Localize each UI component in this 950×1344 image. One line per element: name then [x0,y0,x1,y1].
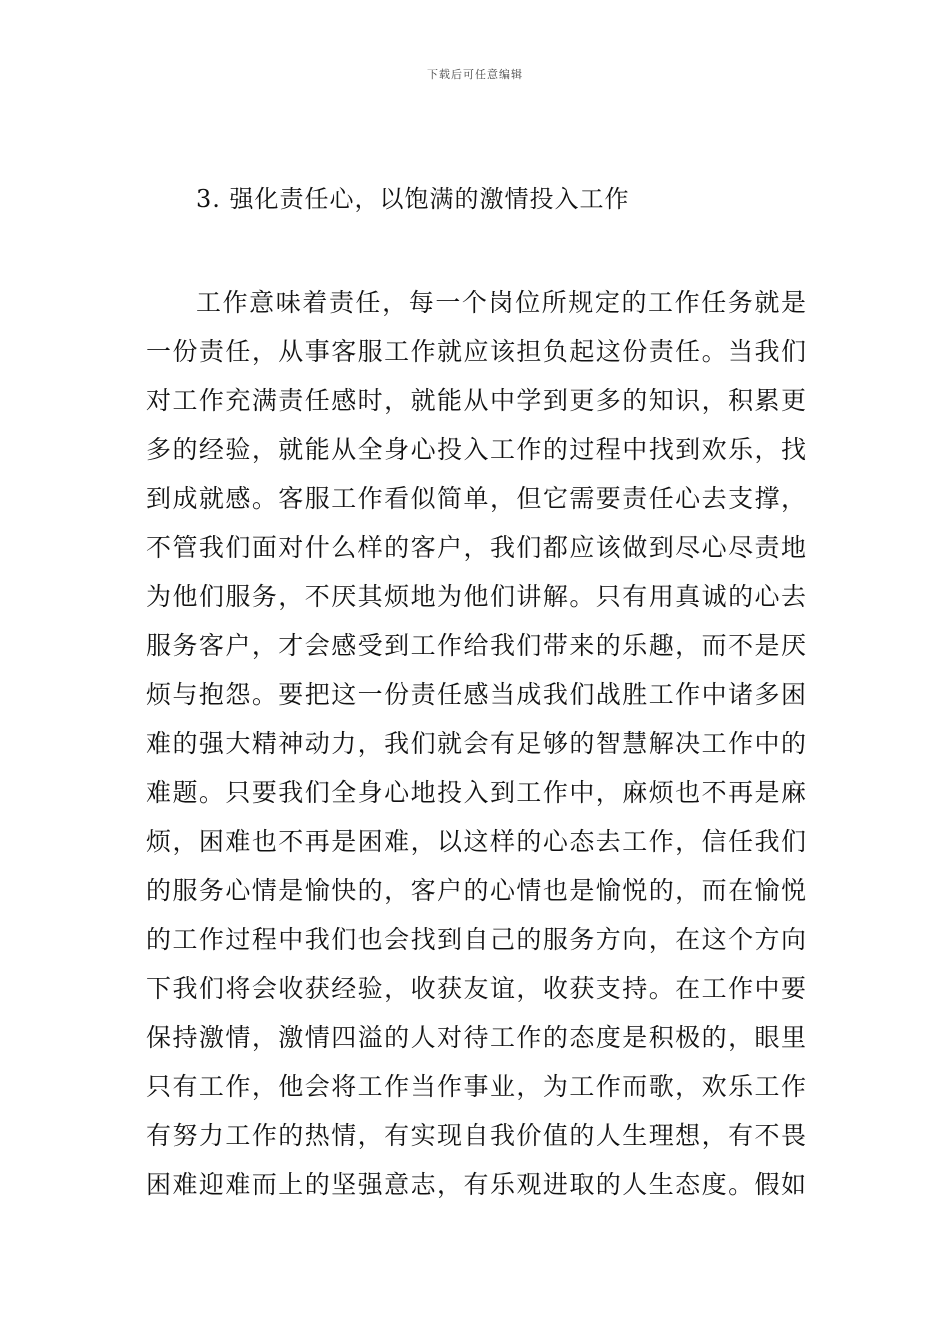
paragraph-line: 服务客户，才会感受到工作给我们带来的乐趣，而不是厌 [146,631,806,660]
paragraph-line: 只有工作，他会将工作当作事业，为工作而歌，欢乐工作 [146,1072,806,1101]
section-heading: 3. 强化责任心，以饱满的激情投入工作 [196,185,630,213]
paragraph-line: 困难迎难而上的坚强意志，有乐观进取的人生态度。假如 [146,1170,806,1199]
paragraph-line: 对工作充满责任感时，就能从中学到更多的知识，积累更 [146,386,806,415]
paragraph-line: 的工作过程中我们也会找到自己的服务方向，在这个方向 [146,925,806,954]
paragraph-line: 工作意味着责任，每一个岗位所规定的工作任务就是 [196,288,806,317]
paragraph-line: 难题。只要我们全身心地投入到工作中，麻烦也不再是麻 [146,778,806,807]
paragraph-line: 有努力工作的热情，有实现自我价值的人生理想，有不畏 [146,1121,806,1150]
paragraph-line: 保持激情，激情四溢的人对待工作的态度是积极的，眼里 [146,1023,806,1052]
paragraph-line: 一份责任，从事客服工作就应该担负起这份责任。当我们 [146,337,806,366]
paragraph-line: 的服务心情是愉快的，客户的心情也是愉悦的，而在愉悦 [146,876,806,905]
paragraph-line: 下我们将会收获经验，收获友谊，收获支持。在工作中要 [146,974,806,1003]
paragraph-line: 烦，困难也不再是困难，以这样的心态去工作，信任我们 [146,827,806,856]
paragraph-line: 到成就感。客服工作看似简单，但它需要责任心去支撑， [146,484,806,513]
body-paragraph [146,278,806,1209]
paragraph-line: 烦与抱怨。要把这一份责任感当成我们战胜工作中诸多困 [146,680,806,709]
header-note: 下载后可任意编辑 [427,68,523,81]
paragraph-line: 多的经验，就能从全身心投入工作的过程中找到欢乐，找 [146,435,806,464]
paragraph-line: 难的强大精神动力，我们就会有足够的智慧解决工作中的 [146,729,806,758]
paragraph-line: 为他们服务，不厌其烦地为他们讲解。只有用真诚的心去 [146,582,806,611]
paragraph-line: 不管我们面对什么样的客户，我们都应该做到尽心尽责地 [146,533,806,562]
